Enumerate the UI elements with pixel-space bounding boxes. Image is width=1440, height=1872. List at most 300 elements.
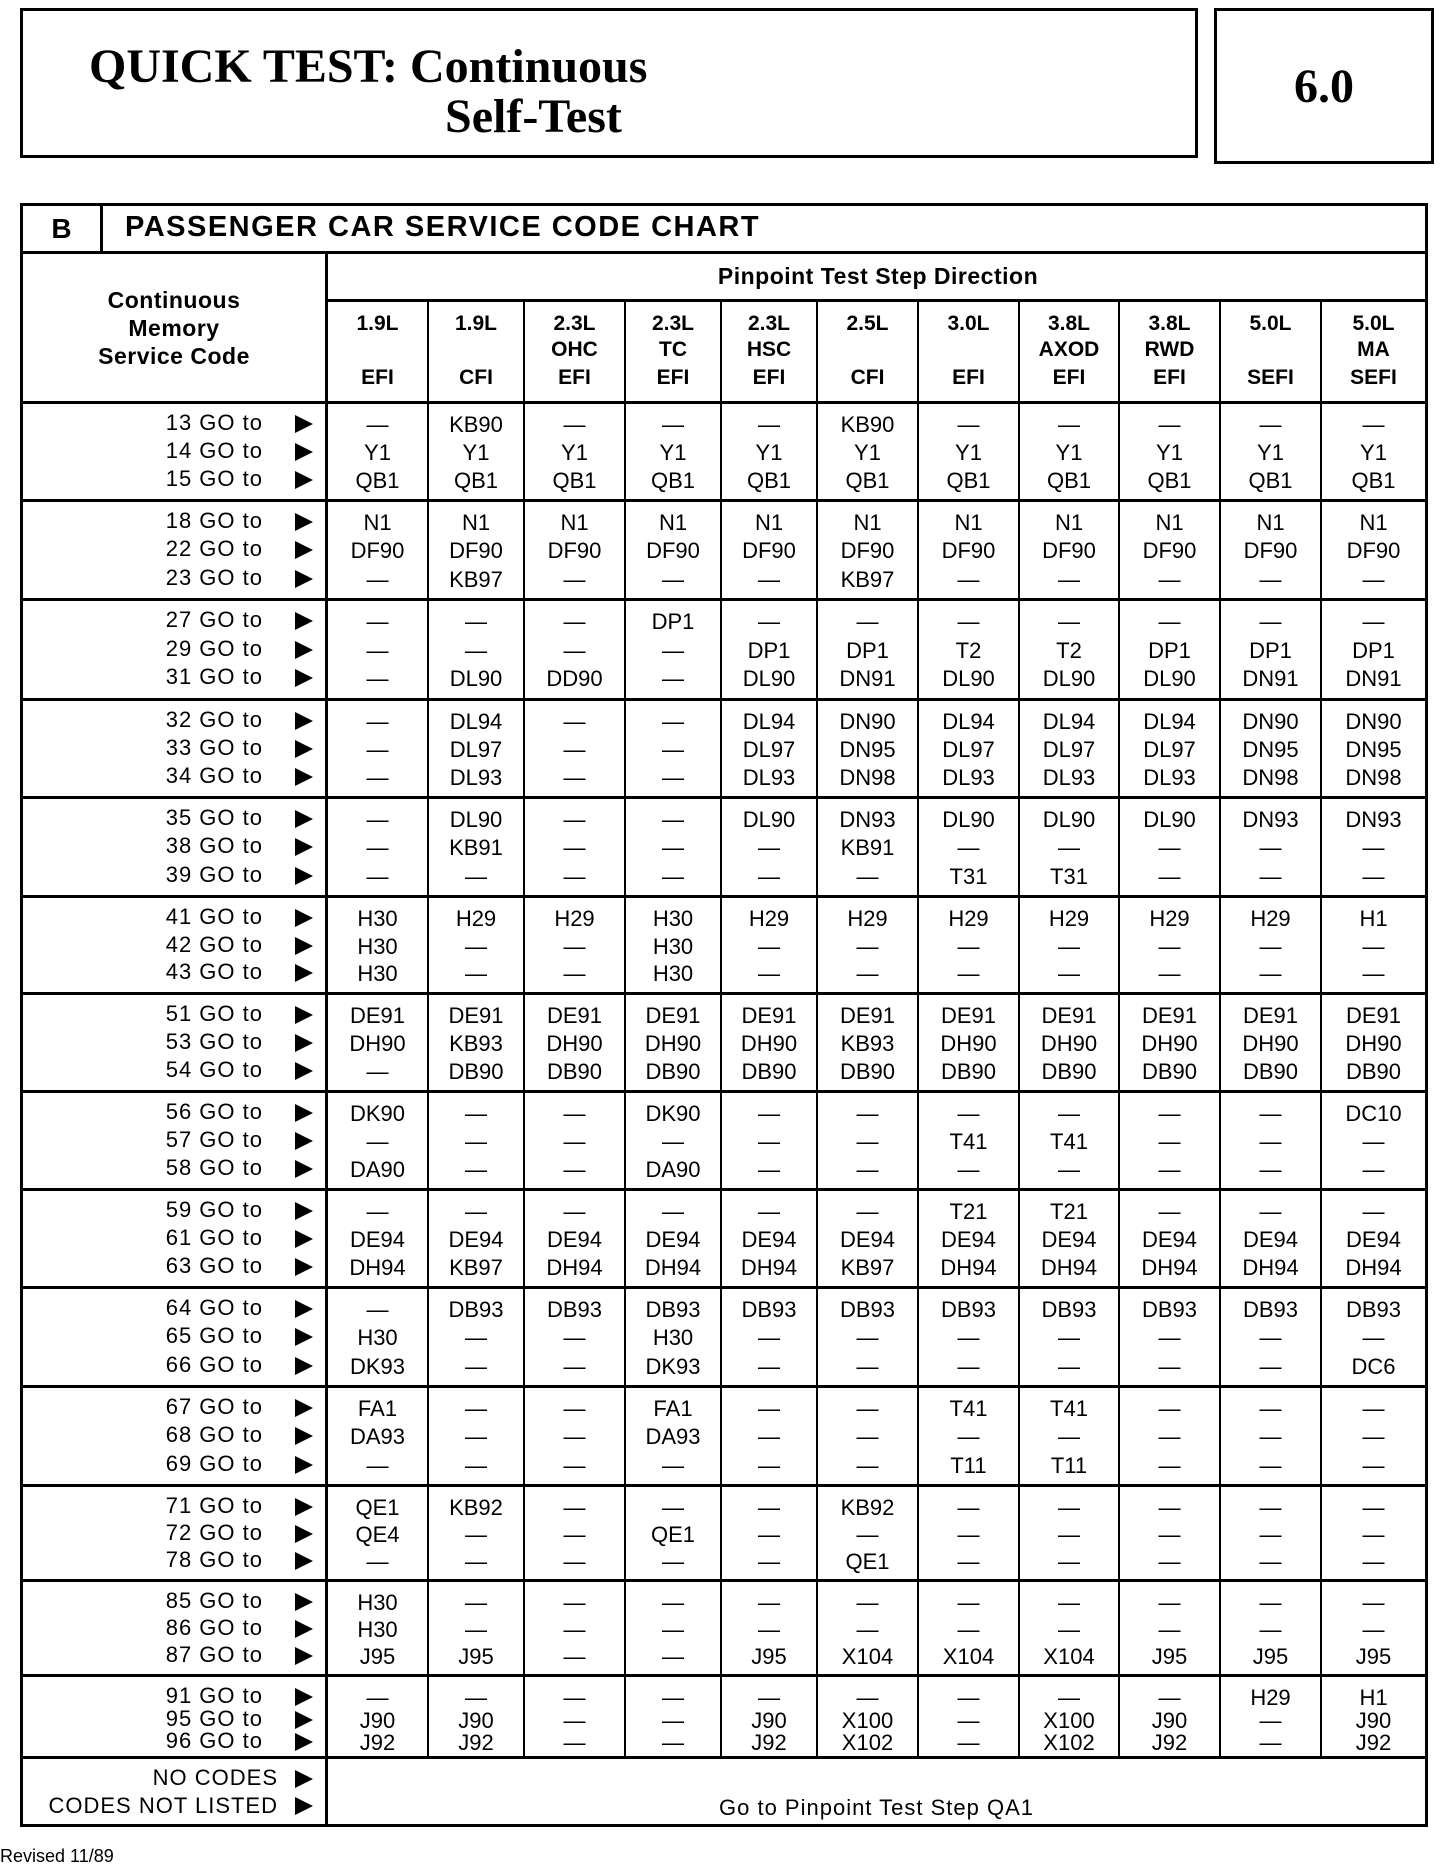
- code-group: [23, 1191, 1425, 1289]
- pinpoint-step: —: [856, 961, 879, 987]
- pinpoint-step: DF90: [1243, 538, 1298, 564]
- pinpoint-step: DL93: [1143, 765, 1196, 790]
- arrow-icon: [295, 712, 313, 730]
- pinpoint-cell: [722, 1388, 818, 1484]
- pinpoint-step: —: [1158, 1685, 1181, 1710]
- pinpoint-step: KB97: [449, 1255, 503, 1280]
- pinpoint-step: —: [1158, 933, 1181, 959]
- engine-column-header: [1322, 302, 1425, 404]
- pinpoint-step: H29: [1250, 906, 1291, 931]
- pinpoint-cell: [429, 1388, 525, 1484]
- pinpoint-step: X104: [1043, 1644, 1095, 1669]
- pinpoint-step: X100: [841, 1707, 894, 1733]
- pinpoint-cell: [429, 701, 525, 796]
- pinpoint-step: —: [662, 1730, 684, 1756]
- pinpoint-cell: [429, 1677, 525, 1756]
- memory-header-line: Continuous: [107, 286, 241, 313]
- pinpoint-step: KB92: [449, 1495, 503, 1520]
- pinpoint-step: —: [957, 835, 980, 861]
- code-group: [23, 1487, 1425, 1582]
- title-box: [20, 8, 1198, 158]
- pinpoint-cell: [1020, 1487, 1120, 1579]
- service-code-labels: [23, 1388, 328, 1484]
- pinpoint-step: —: [856, 1199, 879, 1224]
- pinpoint-step: —: [1362, 566, 1385, 592]
- pinpoint-step: —: [563, 1685, 586, 1710]
- pinpoint-step: J95: [458, 1644, 494, 1669]
- pinpoint-step: —: [662, 1452, 684, 1478]
- pinpoint-step: —: [1259, 1495, 1282, 1520]
- arrow-icon: [295, 513, 313, 531]
- pinpoint-cell: [1221, 995, 1322, 1090]
- pinpoint-cell: [1020, 1677, 1120, 1756]
- pinpoint-step: DP1: [1148, 637, 1191, 663]
- arrow-icon: [295, 1456, 313, 1474]
- pinpoint-step: DB93: [741, 1297, 797, 1322]
- pinpoint-cell: [919, 1677, 1020, 1756]
- pinpoint-cell: [626, 502, 722, 598]
- pinpoint-step: H1: [1359, 906, 1388, 931]
- service-code-label: 53 GO to: [165, 1029, 263, 1054]
- pinpoint-cell: [1120, 1487, 1221, 1579]
- pinpoint-step: —: [366, 709, 389, 734]
- service-code-labels: [23, 1191, 328, 1286]
- pinpoint-cell: [1120, 404, 1221, 499]
- pinpoint-step: —: [1158, 1522, 1181, 1547]
- service-code-label: 54 GO to: [165, 1057, 263, 1082]
- pinpoint-step: —: [563, 1157, 586, 1182]
- engine-header-line: 2.3L: [651, 312, 695, 335]
- pinpoint-step: —: [856, 1685, 879, 1710]
- pinpoint-cell: [1322, 1388, 1425, 1484]
- pinpoint-step: —: [1058, 1424, 1080, 1450]
- pinpoint-cell: [328, 995, 429, 1090]
- engine-header-line: 1.9L: [356, 312, 399, 335]
- pinpoint-step: DL90: [942, 666, 995, 692]
- pinpoint-cell: [328, 898, 429, 992]
- page-title-line2: Self-Test: [445, 90, 622, 143]
- pinpoint-step: —: [662, 1644, 684, 1669]
- pinpoint-step: DH94: [546, 1255, 603, 1280]
- pinpoint-step: H30: [357, 1325, 398, 1351]
- pinpoint-step: —: [1259, 1522, 1282, 1547]
- pinpoint-step: DF90: [646, 538, 700, 564]
- service-code-chart: [20, 203, 1428, 1827]
- engine-header-line: EFI: [361, 366, 394, 389]
- pinpoint-cell: [722, 701, 818, 796]
- pinpoint-step: —: [1362, 1424, 1385, 1450]
- service-code-label: 43 GO to: [165, 959, 263, 985]
- pinpoint-step: X104: [841, 1644, 894, 1669]
- pinpoint-cell: [1322, 1582, 1425, 1674]
- pinpoint-step: —: [856, 1452, 879, 1478]
- pinpoint-cell: [1322, 502, 1425, 598]
- pinpoint-cell: [1020, 799, 1120, 895]
- arrow-icon: [295, 1034, 313, 1052]
- pinpoint-step: H29: [948, 906, 989, 931]
- pinpoint-step: DN98: [1345, 765, 1402, 790]
- pinpoint-step: —: [758, 1129, 780, 1154]
- no-codes-label: NO CODES: [152, 1765, 278, 1790]
- service-code-labels: [23, 404, 328, 499]
- engine-column-header: [919, 302, 1020, 404]
- arrow-icon: [295, 1062, 313, 1080]
- pinpoint-cell: [1020, 1289, 1120, 1385]
- pinpoint-step: —: [366, 609, 389, 634]
- pinpoint-cell: [429, 1582, 525, 1674]
- pinpoint-step: —: [758, 1199, 780, 1224]
- pinpoint-cell: [328, 1388, 429, 1484]
- pinpoint-step: —: [957, 1157, 980, 1182]
- engine-header-line: 2.3L: [747, 312, 791, 335]
- pinpoint-step: —: [366, 1685, 389, 1710]
- pinpoint-step: DB90: [448, 1059, 504, 1084]
- pinpoint-step: —: [758, 863, 780, 889]
- pinpoint-step: —: [957, 1424, 980, 1450]
- engine-header-line: 3.8L: [1148, 312, 1191, 335]
- arrow-icon: [295, 810, 313, 828]
- pinpoint-step: DB93: [448, 1297, 504, 1322]
- pinpoint-cell: [1322, 1191, 1425, 1286]
- pinpoint-step: —: [662, 737, 684, 762]
- pinpoint-step: —: [1158, 609, 1181, 634]
- pinpoint-step: J95: [1252, 1644, 1289, 1669]
- pinpoint-step: —: [1058, 933, 1080, 959]
- service-code-label: 64 GO to: [165, 1295, 263, 1320]
- pinpoint-cell: [626, 404, 722, 499]
- pinpoint-step: —: [563, 609, 586, 634]
- engine-header-line: EFI: [1052, 366, 1086, 389]
- pinpoint-step: DL97: [449, 737, 503, 762]
- pinpoint-step: —: [856, 1101, 879, 1126]
- pinpoint-step: DP1: [846, 637, 889, 663]
- pinpoint-cell: [328, 1582, 429, 1674]
- service-code-label: 32 GO to: [165, 707, 263, 732]
- pinpoint-cell: [525, 502, 626, 598]
- pinpoint-cell: [525, 1388, 626, 1484]
- pinpoint-step: H30: [357, 1617, 398, 1642]
- pinpoint-step: —: [856, 933, 879, 959]
- engine-column-header: [722, 302, 818, 404]
- pinpoint-step: —: [1259, 1707, 1282, 1733]
- pinpoint-step: —: [1259, 1101, 1282, 1126]
- engine-header-line: EFI: [558, 366, 591, 389]
- pinpoint-cell: [1221, 1487, 1322, 1579]
- pinpoint-step: —: [1158, 412, 1181, 437]
- pinpoint-step: QB1: [1351, 468, 1396, 493]
- pinpoint-cell: [1221, 1582, 1322, 1674]
- pinpoint-step: —: [563, 807, 586, 832]
- pinpoint-step: DH90: [1040, 1031, 1098, 1056]
- service-code-labels: [23, 1289, 328, 1385]
- pinpoint-step: DB90: [1041, 1059, 1097, 1084]
- arrow-icon: [295, 541, 313, 559]
- pinpoint-cell: [1120, 601, 1221, 698]
- pinpoint-step: Y1: [462, 440, 490, 465]
- service-code-label: 14 GO to: [165, 438, 263, 463]
- service-code-label: 86 GO to: [165, 1615, 263, 1640]
- pinpoint-cell: [328, 502, 429, 598]
- pinpoint-step: —: [856, 1353, 879, 1379]
- pinpoint-step: DP1: [747, 637, 791, 663]
- pinpoint-step: DB90: [1242, 1059, 1299, 1084]
- pinpoint-step: N1: [853, 510, 882, 535]
- pinpoint-step: T2: [955, 637, 982, 663]
- pinpoint-step: —: [957, 1685, 980, 1710]
- pinpoint-cell: [1020, 898, 1120, 992]
- pinpoint-step: —: [465, 1129, 487, 1154]
- pinpoint-step: J95: [359, 1644, 396, 1669]
- pinpoint-step: DH90: [740, 1031, 798, 1056]
- pinpoint-step: DL97: [942, 737, 995, 762]
- engine-header-line: CFI: [850, 366, 885, 389]
- pinpoint-step: DL93: [1042, 765, 1096, 790]
- pinpoint-step: DL90: [742, 666, 796, 692]
- pinpoint-step: QB1: [845, 468, 890, 493]
- pinpoint-cell: [525, 1093, 626, 1188]
- service-code-labels: [23, 995, 328, 1090]
- engine-header-line: 3.8L: [1047, 312, 1091, 335]
- pinpoint-cell: [818, 1289, 919, 1385]
- pinpoint-step: QB1: [946, 468, 991, 493]
- pinpoint-step: —: [1058, 1617, 1080, 1642]
- pinpoint-step: —: [1158, 1325, 1181, 1351]
- pinpoint-step: DE91: [349, 1003, 406, 1028]
- pinpoint-step: DL94: [1042, 709, 1096, 734]
- pinpoint-step: —: [563, 1129, 586, 1154]
- pinpoint-step: —: [1158, 1396, 1181, 1421]
- pinpoint-step: —: [662, 1495, 684, 1520]
- arrow-icon: [295, 1132, 313, 1150]
- pinpoint-step: DE94: [1345, 1227, 1402, 1252]
- engine-header-line: HSC: [746, 338, 792, 361]
- pinpoint-cell: [919, 995, 1020, 1090]
- pinpoint-cell: [525, 1289, 626, 1385]
- pinpoint-step: —: [957, 1617, 980, 1642]
- engine-header-line: AXOD: [1038, 338, 1100, 361]
- service-code-label: 65 GO to: [165, 1323, 263, 1349]
- pinpoint-step: —: [1158, 863, 1181, 889]
- pinpoint-step: —: [465, 637, 487, 663]
- pinpoint-step: FA1: [653, 1396, 693, 1421]
- pinpoint-step: —: [465, 1157, 487, 1182]
- engine-column-header: [626, 302, 722, 404]
- engine-header-line: SEFI: [1350, 366, 1397, 389]
- pinpoint-cell: [818, 601, 919, 698]
- service-code-labels: [23, 701, 328, 796]
- chart-letter: B: [23, 206, 103, 251]
- pinpoint-step: —: [1362, 412, 1385, 437]
- pinpoint-step: H29: [1048, 906, 1090, 931]
- pinpoint-cell: [328, 799, 429, 895]
- pinpoint-step: —: [366, 1549, 389, 1574]
- service-code-label: 69 GO to: [165, 1450, 263, 1476]
- pinpoint-step: DN90: [1242, 709, 1299, 734]
- pinpoint-step: DN91: [1242, 666, 1299, 692]
- pinpoint-step: N1: [1054, 510, 1084, 535]
- pinpoint-step: —: [1158, 835, 1181, 861]
- pinpoint-step: —: [366, 566, 389, 592]
- pinpoint-step: DL94: [942, 709, 995, 734]
- section-number: 6.0: [1214, 8, 1434, 164]
- pinpoint-cell: [626, 898, 722, 992]
- pinpoint-cell: [1020, 701, 1120, 796]
- pinpoint-step: DH90: [940, 1031, 997, 1056]
- pinpoint-step: DN90: [839, 709, 896, 734]
- engine-header-line: 2.3L: [553, 312, 596, 335]
- pinpoint-step: DN98: [839, 765, 896, 790]
- pinpoint-step: DH90: [1345, 1031, 1402, 1056]
- pinpoint-step: —: [563, 1396, 586, 1421]
- pinpoint-cell: [919, 1487, 1020, 1579]
- engine-header-line: EFI: [752, 366, 786, 389]
- pinpoint-cell: [1322, 1677, 1425, 1756]
- engine-column-header: [1120, 302, 1221, 404]
- service-code-labels: [23, 1677, 328, 1756]
- pinpoint-cell: [1221, 601, 1322, 698]
- pinpoint-step: —: [563, 933, 586, 959]
- pinpoint-step: DF90: [547, 538, 602, 564]
- pinpoint-step: DL90: [1042, 666, 1096, 692]
- pinpoint-step: —: [957, 1549, 980, 1574]
- pinpoint-step: —: [1362, 1590, 1385, 1615]
- pinpoint-step: —: [1259, 835, 1282, 861]
- chart-title: PASSENGER CAR SERVICE CODE CHART: [125, 211, 761, 243]
- pinpoint-cell: [626, 799, 722, 895]
- pinpoint-step: H29: [1250, 1685, 1291, 1710]
- arrow-icon: [295, 1427, 313, 1445]
- engine-header-line: MA: [1357, 338, 1390, 361]
- pinpoint-step: DA93: [349, 1424, 406, 1450]
- arrow-icon: [295, 937, 313, 955]
- pinpoint-cell: [1322, 601, 1425, 698]
- code-group: [23, 799, 1425, 898]
- engine-header-line: EFI: [952, 366, 985, 389]
- pinpoint-step: —: [758, 933, 780, 959]
- pinpoint-step: —: [465, 1325, 487, 1351]
- service-code-labels: [23, 502, 328, 598]
- pinpoint-step: DE91: [546, 1003, 603, 1028]
- pinpoint-cell: [429, 1289, 525, 1385]
- pinpoint-step: DL94: [1143, 709, 1196, 734]
- pinpoint-step: —: [563, 835, 586, 861]
- pinpoint-step: —: [758, 1522, 780, 1547]
- pinpoint-step: H29: [748, 906, 790, 931]
- pinpoint-cell: [722, 995, 818, 1090]
- arrow-icon: [295, 1498, 313, 1516]
- pinpoint-step: —: [1362, 1396, 1385, 1421]
- code-group: [23, 995, 1425, 1093]
- pinpoint-cell: [328, 601, 429, 698]
- pinpoint-step: —: [957, 566, 980, 592]
- arrow-icon: [295, 1006, 313, 1024]
- pinpoint-step: DL97: [742, 737, 796, 762]
- pinpoint-step: —: [465, 933, 487, 959]
- pinpoint-step: —: [1362, 609, 1385, 634]
- pinpoint-step: —: [1259, 1424, 1282, 1450]
- pinpoint-step: N1: [1359, 510, 1388, 535]
- pinpoint-step: —: [563, 1325, 586, 1351]
- service-code-label: 91 GO to: [165, 1683, 263, 1708]
- engine-header-line: 5.0L: [1249, 312, 1292, 335]
- pinpoint-step: DN91: [1345, 666, 1402, 692]
- pinpoint-step: —: [1259, 863, 1282, 889]
- pinpoint-step: —: [957, 412, 980, 437]
- pinpoint-cell: [818, 799, 919, 895]
- code-group: [23, 404, 1425, 502]
- service-code-label: 29 GO to: [165, 635, 263, 661]
- pinpoint-step: DE94: [1242, 1227, 1299, 1252]
- pinpoint-step: J95: [1151, 1644, 1188, 1669]
- pinpoint-step: —: [1259, 961, 1282, 987]
- pinpoint-cell: [818, 898, 919, 992]
- pinpoint-step: DB93: [839, 1297, 896, 1322]
- pinpoint-step: —: [1058, 1522, 1080, 1547]
- arrow-icon: [295, 964, 313, 982]
- pinpoint-step: H30: [357, 961, 398, 987]
- pinpoint-step: —: [1362, 1452, 1385, 1478]
- pinpoint-step: —: [563, 1707, 586, 1733]
- service-code-label: 85 GO to: [165, 1588, 263, 1613]
- pinpoint-step: T31: [1050, 863, 1088, 889]
- pinpoint-step: —: [1362, 1129, 1385, 1154]
- pinpoint-step: —: [957, 1353, 980, 1379]
- pinpoint-step: KB90: [840, 412, 895, 437]
- arrow-icon: [295, 1593, 313, 1611]
- pinpoint-step: J90: [458, 1707, 494, 1733]
- pinpoint-cell: [328, 1289, 429, 1385]
- pinpoint-cell: [525, 701, 626, 796]
- arrow-icon: [295, 1104, 313, 1122]
- pinpoint-cell: [818, 1677, 919, 1756]
- pinpoint-step: DF90: [449, 538, 503, 564]
- pinpoint-step: —: [1259, 1452, 1282, 1478]
- pinpoint-cell: [328, 701, 429, 796]
- pinpoint-step: DE94: [1041, 1227, 1097, 1252]
- pinpoint-cell: [429, 1191, 525, 1286]
- pinpoint-step: —: [465, 1396, 487, 1421]
- pinpoint-cell: [1221, 799, 1322, 895]
- pinpoint-step: —: [1058, 566, 1080, 592]
- pinpoint-step: —: [957, 1590, 980, 1615]
- no-codes-labels: [23, 1759, 328, 1827]
- pinpoint-cell: [328, 1677, 429, 1756]
- pinpoint-step: DL90: [449, 807, 503, 832]
- pinpoint-step: —: [465, 1452, 487, 1478]
- pinpoint-step: —: [1259, 933, 1282, 959]
- pinpoint-step: DH94: [1345, 1255, 1402, 1280]
- pinpoint-step: —: [563, 737, 586, 762]
- pinpoint-step: DE94: [839, 1227, 896, 1252]
- pinpoint-step: DF90: [1142, 538, 1197, 564]
- pinpoint-cell: [1120, 1677, 1221, 1756]
- pinpoint-step: DH94: [349, 1255, 406, 1280]
- pinpoint-cell: [919, 1582, 1020, 1674]
- pinpoint-step: —: [1362, 1325, 1385, 1351]
- service-code-label: 87 GO to: [165, 1642, 263, 1667]
- pinpoint-step: —: [856, 1590, 879, 1615]
- pinpoint-step: DD90: [546, 666, 603, 692]
- pinpoint-step: KB91: [449, 835, 503, 861]
- pinpoint-step: DL90: [1042, 807, 1096, 832]
- pinpoint-step: QB1: [1147, 468, 1192, 493]
- engine-header-line: SEFI: [1247, 366, 1294, 389]
- pinpoint-step: DH90: [349, 1031, 406, 1056]
- pinpoint-cell: [1322, 404, 1425, 499]
- pinpoint-step: —: [758, 1617, 780, 1642]
- pinpoint-step: —: [563, 1424, 586, 1450]
- engine-column-header: [1221, 302, 1322, 404]
